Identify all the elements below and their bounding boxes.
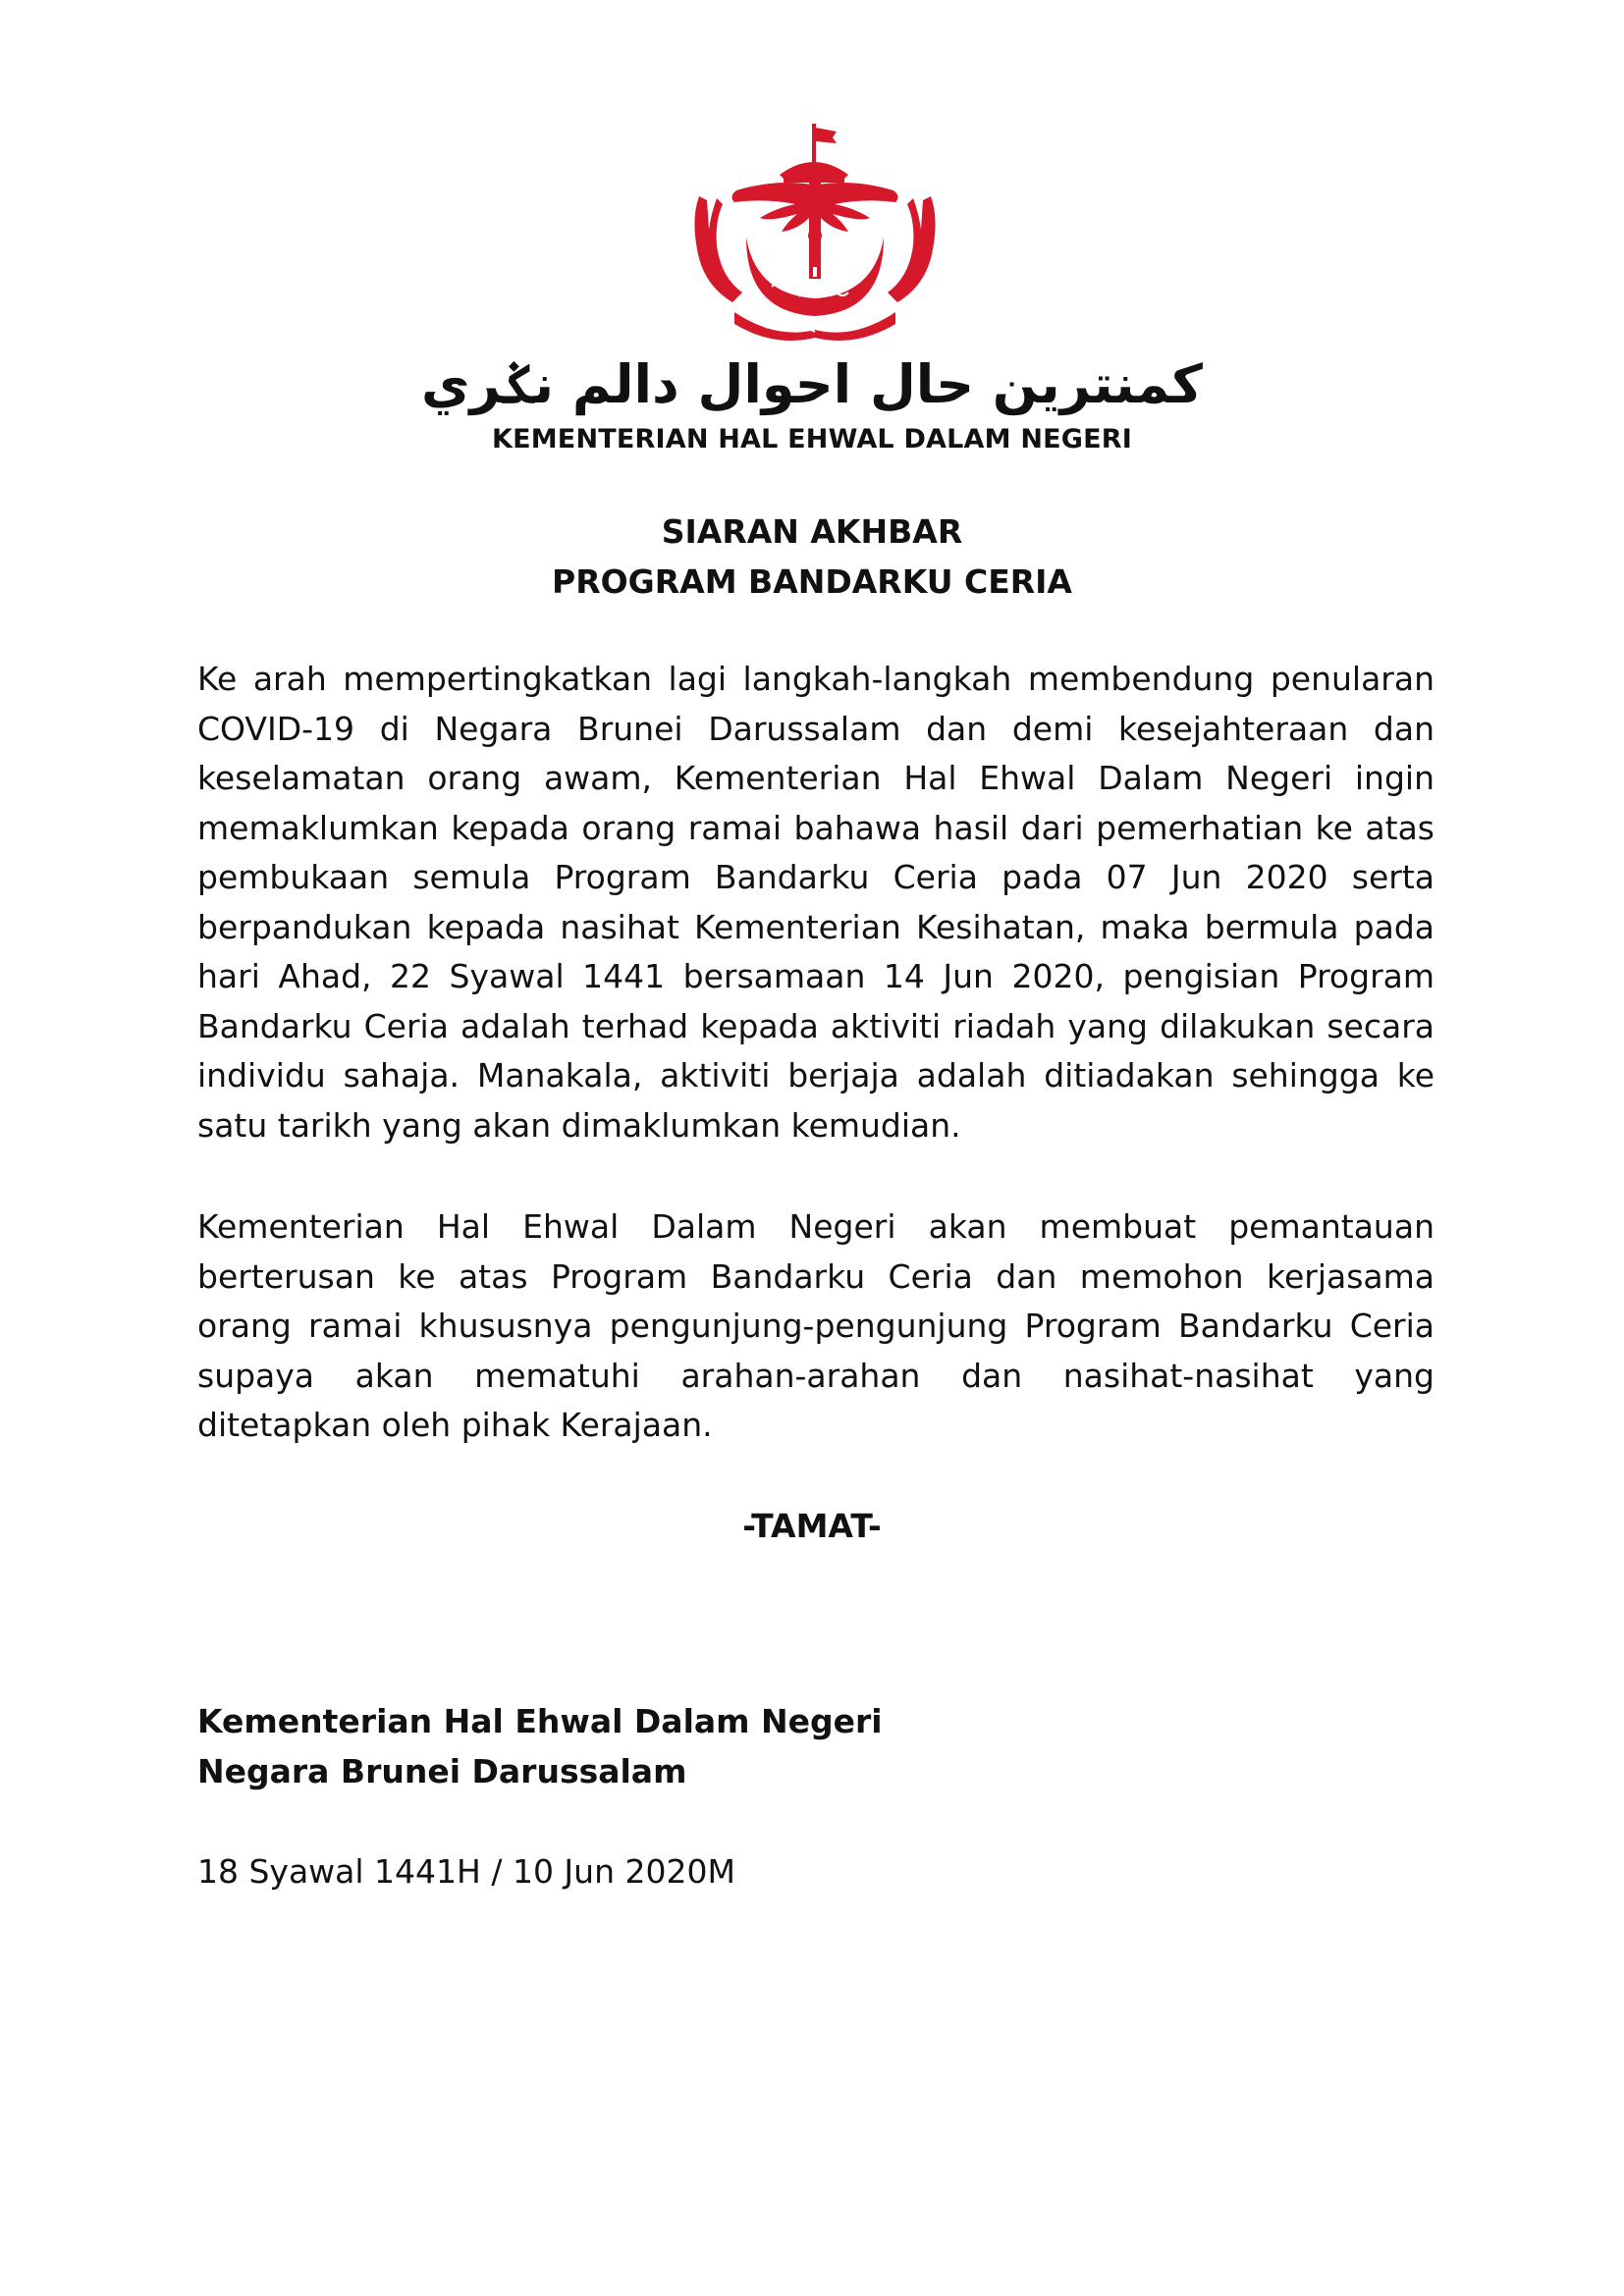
- document-heading: [196, 507, 1428, 607]
- closing-tamat: -TAMAT-: [742, 1507, 882, 1545]
- release-date: 18 Syawal 1441H / 10 Jun 2020M: [197, 1852, 735, 1891]
- heading-siaran-akhbar: SIARAN AKHBAR: [661, 512, 963, 551]
- body-paragraph-2: Kementerian Hal Ehwal Dalam Negeri akan membuat pemantauan berterusan ke atas Program Bandarku Ceria dan memohon kerjasama orang ramai khususnya pengunjung-pengunjung Program Bandarku Ceria supaya akan mematuhi arahan-arahan dan nasihat-nasihat yang ditetapkan oleh pihak Kerajaan.: [197, 1207, 1435, 1444]
- body-paragraph-1: Ke arah mempertingkatkan lagi langkah-langkah membendung penularan COVID-19 di Negara Brunei Darussalam dan demi kesejahteraan dan keselamatan orang awam, Kementerian Hal Ehwal Dalam Negeri ingin memaklumkan kepada orang ramai bahawa hasil dari pemerhatian ke atas pembukaan semula Program Bandarku Ceria pada 07 Jun 2020 serta berpandukan kepada nasihat Kementerian Kesihatan, maka bermula pada hari Ahad, 22 Syawal 1441 bersamaan 14 Jun 2020, pengisian Program Bandarku Ceria adalah terhad kepada aktiviti riadah yang dilakukan secara individu sahaja. Manakala, aktiviti berjaja adalah ditiadakan sehingga ke satu tarikh yang akan dimaklumkan kemudian.: [197, 660, 1435, 1145]
- ministry-name: KEMENTERIAN HAL EHWAL DALAM NEGERI: [491, 424, 1133, 454]
- heading-program-title: PROGRAM BANDARKU CERIA: [552, 562, 1072, 601]
- brunei-crest-logo: [677, 120, 952, 346]
- signature-ministry: Kementerian Hal Ehwal Dalam Negeri: [197, 1702, 883, 1740]
- signature-block: [197, 1696, 883, 1796]
- signature-country: Negara Brunei Darussalam: [197, 1752, 687, 1790]
- ministry-name-jawi: كمنترين حال احوال دالم نݢري: [421, 353, 1203, 415]
